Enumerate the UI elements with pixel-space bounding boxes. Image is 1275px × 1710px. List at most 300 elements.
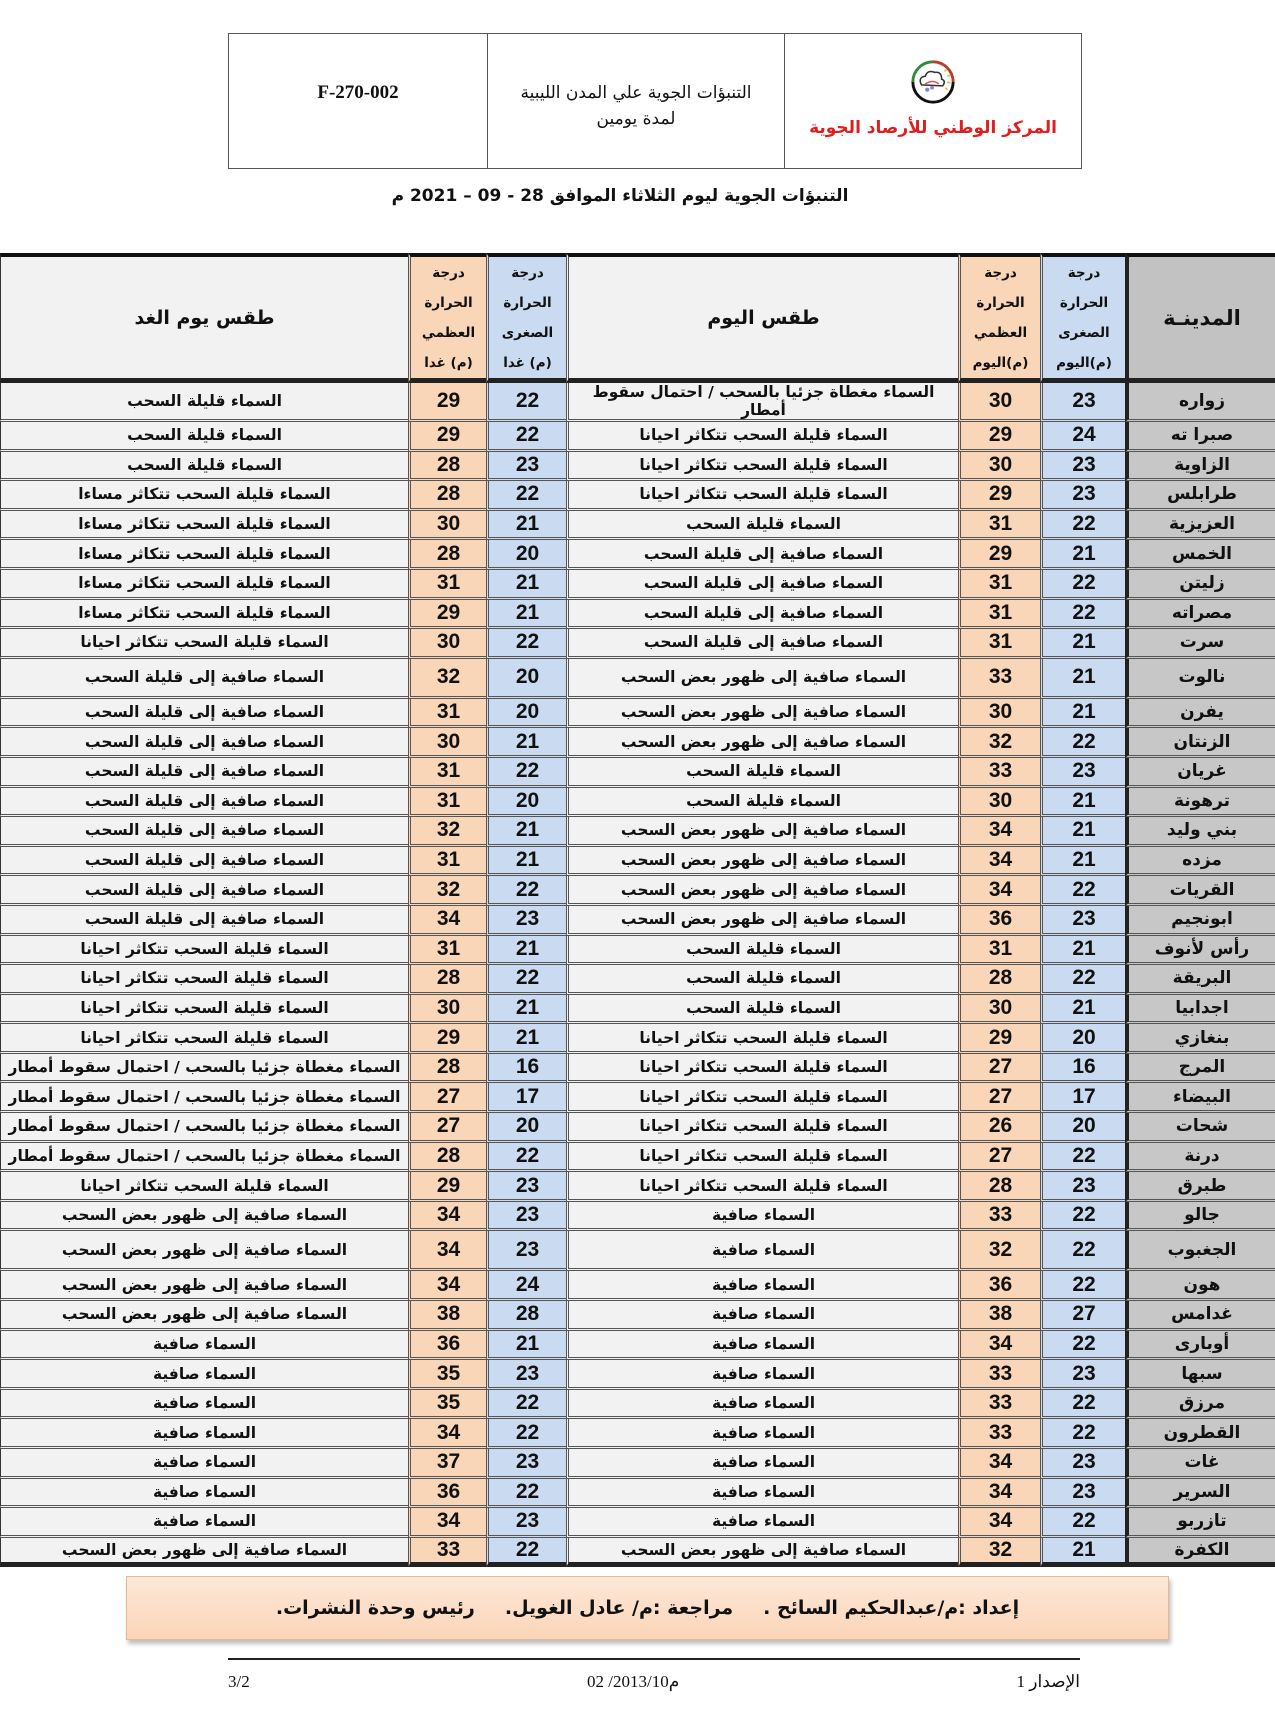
forecast-table-body xyxy=(0,383,1275,1567)
cell-tomorrow-max: 27 xyxy=(408,1113,486,1143)
cell-today-max: 32 xyxy=(958,1231,1040,1271)
cell-today-weather: السماء صافية xyxy=(566,1419,958,1449)
header-today-weather: طقس اليوم xyxy=(566,253,958,383)
cell-today-weather: السماء قليلة السحب xyxy=(566,936,958,966)
cell-city: جالو xyxy=(1125,1202,1275,1232)
cell-tomorrow-weather: السماء قليلة السحب تتكاثر احيانا xyxy=(0,1172,408,1202)
cell-city: البريقة xyxy=(1125,965,1275,995)
table-row xyxy=(0,511,1275,541)
cell-today-weather: السماء قليلة السحب تتكاثر احيانا xyxy=(566,1113,958,1143)
table-row xyxy=(0,995,1275,1025)
cell-today-max: 31 xyxy=(958,600,1040,630)
cell-tomorrow-max: 30 xyxy=(408,728,486,758)
cell-tomorrow-max: 32 xyxy=(408,876,486,906)
cell-tomorrow-max: 34 xyxy=(408,1419,486,1449)
cell-tomorrow-weather: السماء صافية إلى قليلة السحب xyxy=(0,906,408,936)
cell-today-weather: السماء صافية إلى قليلة السحب xyxy=(566,540,958,570)
cell-city: بنغازي xyxy=(1125,1024,1275,1054)
cell-tomorrow-max: 27 xyxy=(408,1083,486,1113)
cell-tomorrow-min: 23 xyxy=(486,1508,566,1538)
cell-today-max: 34 xyxy=(958,1449,1040,1479)
cell-city: بني وليد xyxy=(1125,817,1275,847)
cell-today-max: 32 xyxy=(958,1538,1040,1568)
table-row xyxy=(0,659,1275,699)
cell-city: الزاوية xyxy=(1125,452,1275,482)
cell-today-weather: السماء صافية xyxy=(566,1360,958,1390)
cell-tomorrow-weather: السماء قليلة السحب تتكاثر احيانا xyxy=(0,936,408,966)
header-tomorrow-weather: طقس يوم الغد xyxy=(0,253,408,383)
cell-tomorrow-weather: السماء قليلة السحب xyxy=(0,452,408,482)
table-row xyxy=(0,936,1275,966)
table-row xyxy=(0,876,1275,906)
cell-city: طبرق xyxy=(1125,1172,1275,1202)
cell-tomorrow-weather: السماء قليلة السحب تتكاثر احيانا xyxy=(0,1024,408,1054)
issue-date: 02 /2013/10م xyxy=(587,1672,680,1691)
cell-tomorrow-min: 20 xyxy=(486,788,566,818)
cell-tomorrow-weather: السماء صافية xyxy=(0,1449,408,1479)
reviewed-by: مراجعة :م/ عادل الغويل. xyxy=(504,1597,734,1619)
cell-tomorrow-weather: السماء قليلة السحب تتكاثر مساءا xyxy=(0,540,408,570)
cell-today-max: 38 xyxy=(958,1301,1040,1331)
cell-tomorrow-weather: السماء قليلة السحب تتكاثر مساءا xyxy=(0,600,408,630)
header-today-min: درجة الحرارة الصغرى (م)اليوم xyxy=(1040,253,1125,383)
cell-today-weather: السماء صافية إلى قليلة السحب xyxy=(566,629,958,659)
cell-today-min: 21 xyxy=(1040,629,1125,659)
cell-today-weather: السماء صافية إلى قليلة السحب xyxy=(566,600,958,630)
table-row xyxy=(0,383,1275,422)
cell-tomorrow-max: 37 xyxy=(408,1449,486,1479)
cell-tomorrow-min: 22 xyxy=(486,1390,566,1420)
table-row xyxy=(0,1331,1275,1361)
cell-tomorrow-min: 22 xyxy=(486,758,566,788)
cell-today-min: 27 xyxy=(1040,1301,1125,1331)
cell-tomorrow-min: 22 xyxy=(486,1419,566,1449)
cell-tomorrow-weather: السماء مغطاة جزئيا بالسحب / احتمال سقوط أمطار xyxy=(0,1054,408,1084)
cell-tomorrow-min: 21 xyxy=(486,817,566,847)
cell-tomorrow-weather: السماء صافية إلى ظهور بعض السحب xyxy=(0,1538,408,1568)
header-tomorrow-max: درجة الحرارة العظمي (م) غدا xyxy=(408,253,486,383)
cell-tomorrow-max: 34 xyxy=(408,1231,486,1271)
table-row xyxy=(0,1419,1275,1449)
cell-today-min: 23 xyxy=(1040,383,1125,422)
cell-today-min: 22 xyxy=(1040,1202,1125,1232)
table-row xyxy=(0,1113,1275,1143)
cell-today-weather: السماء صافية xyxy=(566,1390,958,1420)
cell-today-min: 23 xyxy=(1040,1172,1125,1202)
cell-tomorrow-min: 21 xyxy=(486,600,566,630)
cell-today-weather: السماء صافية xyxy=(566,1231,958,1271)
cell-tomorrow-weather: السماء صافية xyxy=(0,1360,408,1390)
cell-city: غريان xyxy=(1125,758,1275,788)
cell-today-min: 23 xyxy=(1040,1479,1125,1509)
table-row xyxy=(0,906,1275,936)
cell-city: السرير xyxy=(1125,1479,1275,1509)
cell-tomorrow-max: 30 xyxy=(408,995,486,1025)
cell-city: غدامس xyxy=(1125,1301,1275,1331)
cell-today-weather: السماء مغطاة جزئيا بالسحب / احتمال سقوط أمطار xyxy=(566,383,958,422)
cell-tomorrow-min: 22 xyxy=(486,422,566,452)
table-row xyxy=(0,817,1275,847)
cell-today-max: 33 xyxy=(958,758,1040,788)
cell-tomorrow-weather: السماء صافية إلى قليلة السحب xyxy=(0,876,408,906)
cell-today-max: 31 xyxy=(958,629,1040,659)
table-row xyxy=(0,1479,1275,1509)
cell-tomorrow-weather: السماء صافية إلى قليلة السحب xyxy=(0,788,408,818)
table-row xyxy=(0,1538,1275,1568)
cell-tomorrow-weather: السماء صافية xyxy=(0,1390,408,1420)
table-row xyxy=(0,788,1275,818)
table-row xyxy=(0,422,1275,452)
cell-tomorrow-max: 33 xyxy=(408,1538,486,1568)
cell-tomorrow-min: 20 xyxy=(486,699,566,729)
cell-tomorrow-min: 21 xyxy=(486,728,566,758)
cell-tomorrow-weather: السماء صافية إلى ظهور بعض السحب xyxy=(0,1231,408,1271)
cell-tomorrow-min: 20 xyxy=(486,1113,566,1143)
cell-today-min: 22 xyxy=(1040,1271,1125,1301)
cell-today-min: 23 xyxy=(1040,1360,1125,1390)
cell-today-max: 27 xyxy=(958,1054,1040,1084)
cell-today-max: 31 xyxy=(958,570,1040,600)
cell-tomorrow-weather: السماء قليلة السحب تتكاثر احيانا xyxy=(0,629,408,659)
cell-today-weather: السماء قليلة السحب xyxy=(566,965,958,995)
cell-city: يفرن xyxy=(1125,699,1275,729)
document-title xyxy=(488,34,785,168)
table-row xyxy=(0,540,1275,570)
page-number: 3/2 xyxy=(228,1672,250,1691)
cell-today-min: 21 xyxy=(1040,659,1125,699)
cell-tomorrow-min: 21 xyxy=(486,1024,566,1054)
cell-today-min: 22 xyxy=(1040,1390,1125,1420)
cell-tomorrow-weather: السماء مغطاة جزئيا بالسحب / احتمال سقوط أمطار xyxy=(0,1083,408,1113)
cell-tomorrow-min: 23 xyxy=(486,1172,566,1202)
cell-today-max: 34 xyxy=(958,876,1040,906)
forecast-table-wrapper xyxy=(0,253,1275,1567)
organization-block xyxy=(785,34,1081,168)
prepared-by-box xyxy=(126,1576,1169,1640)
table-row xyxy=(0,1508,1275,1538)
cell-city: الخمس xyxy=(1125,540,1275,570)
cell-today-max: 30 xyxy=(958,788,1040,818)
table-row xyxy=(0,699,1275,729)
cell-tomorrow-max: 34 xyxy=(408,1202,486,1232)
footer-meta xyxy=(228,1672,1080,1692)
cell-today-max: 32 xyxy=(958,728,1040,758)
cell-today-min: 21 xyxy=(1040,936,1125,966)
cell-city: صبرا ته xyxy=(1125,422,1275,452)
cell-tomorrow-min: 20 xyxy=(486,659,566,699)
cell-tomorrow-max: 31 xyxy=(408,699,486,729)
header-today-max: درجة الحرارة العظمي (م)اليوم xyxy=(958,253,1040,383)
cell-tomorrow-weather: السماء صافية إلى قليلة السحب xyxy=(0,817,408,847)
cell-today-min: 21 xyxy=(1040,847,1125,877)
forecast-date-heading: التنبؤات الجوية ليوم الثلاثاء الموافق 28 - 09 – 2021 م xyxy=(391,186,849,206)
cell-tomorrow-weather: السماء قليلة السحب xyxy=(0,422,408,452)
cell-tomorrow-weather: السماء قليلة السحب تتكاثر احيانا xyxy=(0,965,408,995)
cell-city: سبها xyxy=(1125,1360,1275,1390)
cell-city: الزنتان xyxy=(1125,728,1275,758)
cell-city: أوبارى xyxy=(1125,1331,1275,1361)
cell-tomorrow-min: 23 xyxy=(486,452,566,482)
cell-tomorrow-max: 34 xyxy=(408,1271,486,1301)
cell-today-min: 21 xyxy=(1040,1538,1125,1568)
cell-today-weather: السماء قليلة السحب تتكاثر احيانا xyxy=(566,1083,958,1113)
cell-today-min: 22 xyxy=(1040,511,1125,541)
cell-tomorrow-max: 28 xyxy=(408,1143,486,1173)
cell-today-weather: السماء قليلة السحب تتكاثر احيانا xyxy=(566,452,958,482)
cell-today-max: 30 xyxy=(958,699,1040,729)
cell-tomorrow-weather: السماء صافية إلى ظهور بعض السحب xyxy=(0,1271,408,1301)
cell-tomorrow-weather: السماء صافية إلى قليلة السحب xyxy=(0,699,408,729)
cell-tomorrow-weather: السماء صافية إلى قليلة السحب xyxy=(0,758,408,788)
cell-today-min: 22 xyxy=(1040,1419,1125,1449)
cell-today-max: 31 xyxy=(958,511,1040,541)
cell-city: ترهونة xyxy=(1125,788,1275,818)
cell-today-min: 22 xyxy=(1040,1331,1125,1361)
cell-today-min: 23 xyxy=(1040,481,1125,511)
document-header xyxy=(228,33,1082,169)
cell-today-min: 22 xyxy=(1040,1508,1125,1538)
table-row xyxy=(0,1143,1275,1173)
cell-today-weather: السماء صافية إلى ظهور بعض السحب xyxy=(566,728,958,758)
cell-tomorrow-max: 31 xyxy=(408,788,486,818)
table-row xyxy=(0,1301,1275,1331)
cell-today-weather: السماء صافية xyxy=(566,1331,958,1361)
cell-tomorrow-max: 30 xyxy=(408,629,486,659)
cell-tomorrow-max: 32 xyxy=(408,817,486,847)
cell-tomorrow-weather: السماء صافية xyxy=(0,1508,408,1538)
cell-tomorrow-min: 16 xyxy=(486,1054,566,1084)
cell-today-min: 20 xyxy=(1040,1113,1125,1143)
cell-today-min: 22 xyxy=(1040,876,1125,906)
cell-city: مرزق xyxy=(1125,1390,1275,1420)
cloud-sun-rain-logo-icon xyxy=(904,58,962,106)
cell-city: طرابلس xyxy=(1125,481,1275,511)
cell-tomorrow-weather: السماء صافية xyxy=(0,1479,408,1509)
cell-today-max: 26 xyxy=(958,1113,1040,1143)
table-row xyxy=(0,1202,1275,1232)
cell-today-max: 29 xyxy=(958,1024,1040,1054)
cell-today-weather: السماء صافية إلى ظهور بعض السحب xyxy=(566,659,958,699)
cell-today-max: 36 xyxy=(958,906,1040,936)
cell-city: درنة xyxy=(1125,1143,1275,1173)
cell-today-weather: السماء صافية xyxy=(566,1508,958,1538)
cell-tomorrow-min: 22 xyxy=(486,965,566,995)
cell-tomorrow-min: 22 xyxy=(486,629,566,659)
reviewer-role: رئيس وحدة النشرات. xyxy=(275,1597,475,1619)
cell-tomorrow-max: 29 xyxy=(408,1172,486,1202)
table-row xyxy=(0,1271,1275,1301)
cell-today-weather: السماء صافية إلى ظهور بعض السحب xyxy=(566,847,958,877)
cell-tomorrow-min: 24 xyxy=(486,1271,566,1301)
cell-today-weather: السماء صافية إلى ظهور بعض السحب xyxy=(566,876,958,906)
cell-city: القريات xyxy=(1125,876,1275,906)
cell-today-min: 21 xyxy=(1040,699,1125,729)
cell-tomorrow-max: 36 xyxy=(408,1331,486,1361)
table-row xyxy=(0,965,1275,995)
table-row xyxy=(0,452,1275,482)
cell-today-max: 30 xyxy=(958,995,1040,1025)
cell-tomorrow-max: 28 xyxy=(408,540,486,570)
cell-tomorrow-min: 21 xyxy=(486,995,566,1025)
cell-today-min: 21 xyxy=(1040,995,1125,1025)
cell-tomorrow-max: 34 xyxy=(408,906,486,936)
cell-tomorrow-min: 22 xyxy=(486,1538,566,1568)
cell-today-weather: السماء صافية xyxy=(566,1202,958,1232)
cell-city: مصراته xyxy=(1125,600,1275,630)
cell-tomorrow-weather: السماء صافية إلى ظهور بعض السحب xyxy=(0,1202,408,1232)
cell-tomorrow-max: 38 xyxy=(408,1301,486,1331)
cell-today-weather: السماء صافية إلى ظهور بعض السحب xyxy=(566,817,958,847)
cell-city: هون xyxy=(1125,1271,1275,1301)
cell-tomorrow-weather: السماء قليلة السحب تتكاثر مساءا xyxy=(0,481,408,511)
table-row xyxy=(0,570,1275,600)
cell-today-max: 30 xyxy=(958,383,1040,422)
cell-tomorrow-max: 28 xyxy=(408,452,486,482)
cell-today-weather: السماء قليلة السحب تتكاثر احيانا xyxy=(566,422,958,452)
table-row xyxy=(0,1172,1275,1202)
cell-tomorrow-weather: السماء قليلة السحب تتكاثر احيانا xyxy=(0,995,408,1025)
cell-tomorrow-min: 23 xyxy=(486,1231,566,1271)
cell-tomorrow-weather: السماء مغطاة جزئيا بالسحب / احتمال سقوط أمطار xyxy=(0,1113,408,1143)
cell-tomorrow-min: 28 xyxy=(486,1301,566,1331)
cell-tomorrow-max: 35 xyxy=(408,1360,486,1390)
cell-today-min: 17 xyxy=(1040,1083,1125,1113)
cell-today-min: 23 xyxy=(1040,452,1125,482)
cell-city: سرت xyxy=(1125,629,1275,659)
version-label: الإصدار 1 xyxy=(1016,1672,1080,1691)
cell-tomorrow-min: 21 xyxy=(486,570,566,600)
cell-tomorrow-weather: السماء صافية إلى قليلة السحب xyxy=(0,659,408,699)
cell-today-weather: السماء قليلة السحب تتكاثر احيانا xyxy=(566,1143,958,1173)
cell-today-min: 22 xyxy=(1040,1231,1125,1271)
cell-today-max: 34 xyxy=(958,847,1040,877)
cell-today-min: 21 xyxy=(1040,788,1125,818)
cell-today-min: 22 xyxy=(1040,965,1125,995)
cell-tomorrow-min: 21 xyxy=(486,511,566,541)
cell-today-weather: السماء قليلة السحب تتكاثر احيانا xyxy=(566,1024,958,1054)
cell-tomorrow-max: 29 xyxy=(408,1024,486,1054)
cell-today-weather: السماء صافية xyxy=(566,1301,958,1331)
table-row xyxy=(0,847,1275,877)
table-row xyxy=(0,1024,1275,1054)
table-row xyxy=(0,481,1275,511)
cell-tomorrow-max: 35 xyxy=(408,1390,486,1420)
cell-today-weather: السماء صافية إلى ظهور بعض السحب xyxy=(566,1538,958,1568)
cell-city: القطرون xyxy=(1125,1419,1275,1449)
cell-city: تازربو xyxy=(1125,1508,1275,1538)
cell-today-max: 36 xyxy=(958,1271,1040,1301)
cell-tomorrow-weather: السماء مغطاة جزئيا بالسحب / احتمال سقوط أمطار xyxy=(0,1143,408,1173)
header-city: المدينـة xyxy=(1125,253,1275,383)
cell-tomorrow-min: 21 xyxy=(486,1331,566,1361)
cell-today-weather: السماء قليلة السحب xyxy=(566,995,958,1025)
table-row xyxy=(0,629,1275,659)
cell-today-weather: السماء قليلة السحب xyxy=(566,758,958,788)
cell-today-min: 20 xyxy=(1040,1024,1125,1054)
cell-tomorrow-max: 36 xyxy=(408,1479,486,1509)
cell-city: ابونجيم xyxy=(1125,906,1275,936)
cell-today-min: 23 xyxy=(1040,1449,1125,1479)
cell-tomorrow-min: 22 xyxy=(486,481,566,511)
table-row xyxy=(0,1054,1275,1084)
cell-tomorrow-weather: السماء صافية xyxy=(0,1419,408,1449)
cell-tomorrow-weather: السماء صافية إلى قليلة السحب xyxy=(0,847,408,877)
cell-today-weather: السماء صافية إلى ظهور بعض السحب xyxy=(566,699,958,729)
table-row xyxy=(0,758,1275,788)
table-row xyxy=(0,1231,1275,1271)
cell-city: الجغبوب xyxy=(1125,1231,1275,1271)
cell-tomorrow-max: 34 xyxy=(408,1508,486,1538)
header-tomorrow-min: درجة الحرارة الصغرى (م) غدا xyxy=(486,253,566,383)
cell-today-min: 23 xyxy=(1040,758,1125,788)
cell-today-max: 33 xyxy=(958,659,1040,699)
cell-city: زواره xyxy=(1125,383,1275,422)
table-row xyxy=(0,1360,1275,1390)
cell-today-max: 29 xyxy=(958,540,1040,570)
cell-today-max: 34 xyxy=(958,1331,1040,1361)
cell-today-max: 27 xyxy=(958,1083,1040,1113)
cell-today-weather: السماء قليلة السحب تتكاثر احيانا xyxy=(566,1054,958,1084)
cell-tomorrow-min: 22 xyxy=(486,1143,566,1173)
prepared-by: إعداد :م/عبدالحكيم السائح . xyxy=(763,1597,1020,1619)
table-row xyxy=(0,600,1275,630)
table-header-row xyxy=(0,253,1275,383)
cell-tomorrow-max: 28 xyxy=(408,965,486,995)
cell-tomorrow-max: 30 xyxy=(408,511,486,541)
cell-today-min: 22 xyxy=(1040,600,1125,630)
cell-today-min: 22 xyxy=(1040,1143,1125,1173)
cell-tomorrow-max: 28 xyxy=(408,481,486,511)
cell-today-max: 34 xyxy=(958,817,1040,847)
cell-city: العزيزية xyxy=(1125,511,1275,541)
cell-tomorrow-min: 21 xyxy=(486,936,566,966)
cell-tomorrow-max: 32 xyxy=(408,659,486,699)
cell-tomorrow-min: 17 xyxy=(486,1083,566,1113)
cell-tomorrow-max: 28 xyxy=(408,1054,486,1084)
cell-tomorrow-min: 23 xyxy=(486,1449,566,1479)
cell-city: شحات xyxy=(1125,1113,1275,1143)
organization-name: المركز الوطني للأرصاد الجوية xyxy=(809,118,1057,138)
cell-today-max: 28 xyxy=(958,1172,1040,1202)
cell-today-max: 33 xyxy=(958,1390,1040,1420)
cell-tomorrow-min: 23 xyxy=(486,1202,566,1232)
cell-tomorrow-weather: السماء صافية xyxy=(0,1331,408,1361)
cell-tomorrow-min: 23 xyxy=(486,1360,566,1390)
cell-tomorrow-min: 20 xyxy=(486,540,566,570)
cell-today-weather: السماء قليلة السحب xyxy=(566,511,958,541)
cell-today-weather: السماء صافية xyxy=(566,1449,958,1479)
cell-city: اجدابيا xyxy=(1125,995,1275,1025)
cell-tomorrow-min: 22 xyxy=(486,1479,566,1509)
cell-tomorrow-min: 22 xyxy=(486,876,566,906)
cell-tomorrow-max: 31 xyxy=(408,570,486,600)
cell-tomorrow-max: 29 xyxy=(408,600,486,630)
cell-tomorrow-min: 23 xyxy=(486,906,566,936)
cell-today-min: 21 xyxy=(1040,817,1125,847)
cell-tomorrow-weather: السماء صافية إلى ظهور بعض السحب xyxy=(0,1301,408,1331)
cell-today-max: 34 xyxy=(958,1508,1040,1538)
cell-city: غات xyxy=(1125,1449,1275,1479)
cell-city: الكفرة xyxy=(1125,1538,1275,1568)
cell-today-max: 33 xyxy=(958,1419,1040,1449)
cell-tomorrow-max: 31 xyxy=(408,847,486,877)
cell-today-weather: السماء قليلة السحب تتكاثر احيانا xyxy=(566,1172,958,1202)
forecast-table xyxy=(0,253,1275,1567)
cell-tomorrow-weather: السماء قليلة السحب تتكاثر مساءا xyxy=(0,511,408,541)
cell-tomorrow-min: 22 xyxy=(486,383,566,422)
document-title-line2: لمدة يومين xyxy=(596,109,676,129)
form-code: F-270-002 xyxy=(229,34,488,168)
